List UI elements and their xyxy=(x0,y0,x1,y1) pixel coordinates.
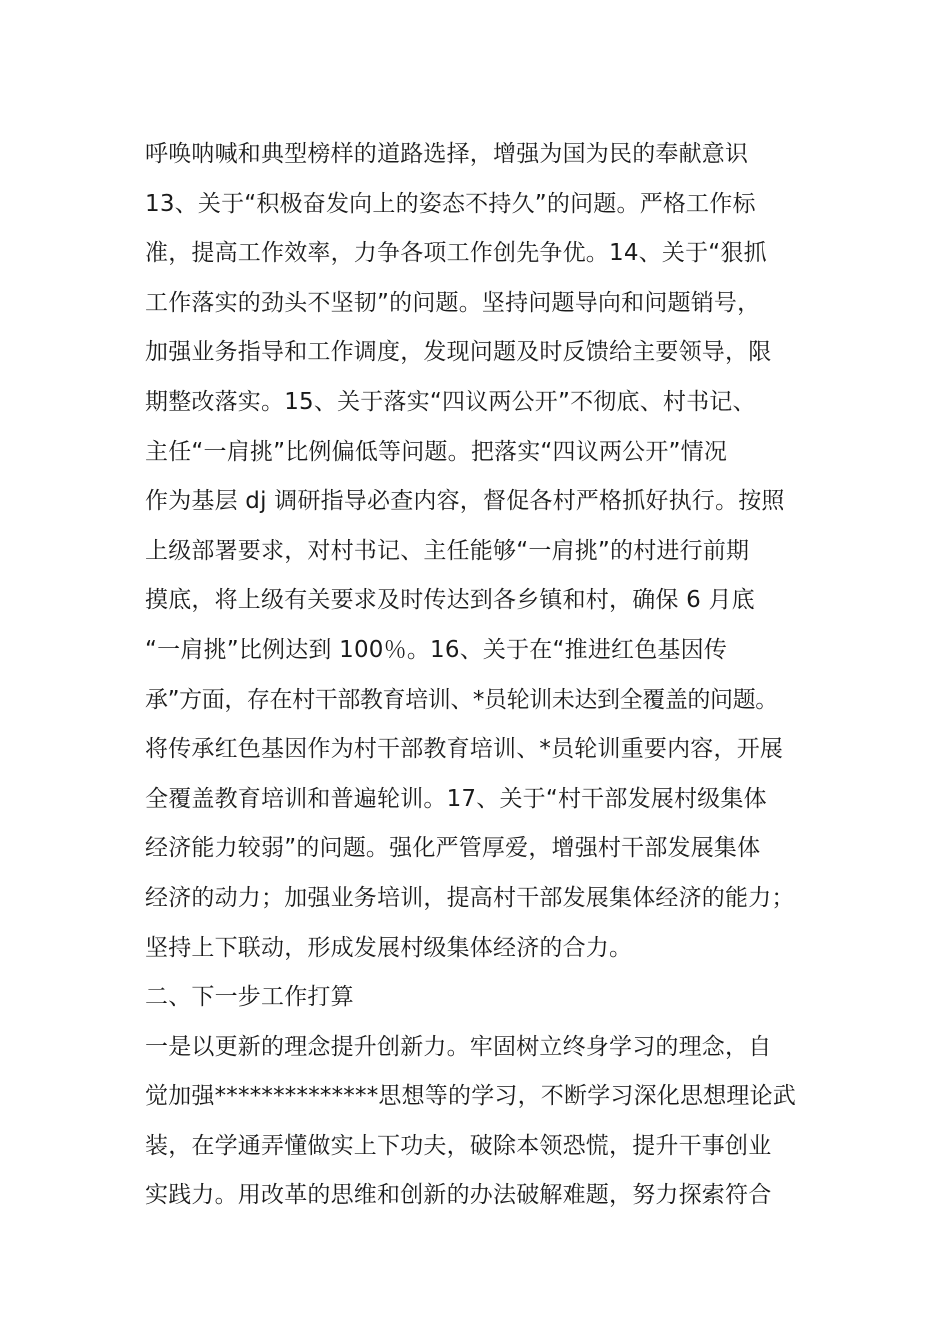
text-line: 期整改落实。15、关于落实“四议两公开”不彻底、村书记、 xyxy=(145,388,756,415)
section-heading: 二、下一步工作打算 xyxy=(145,984,354,1011)
text-line: 13、关于“积极奋发向上的姿态不持久”的问题。严格工作标 xyxy=(145,190,756,217)
text-line: 坚持上下联动，形成发展村级集体经济的合力。 xyxy=(145,934,633,961)
text-line: 主任“一肩挑”比例偏低等问题。把落实“四议两公开”情况 xyxy=(145,438,728,465)
text-line: 呼唤呐喊和典型榜样的道路选择，增强为国为民的奉献意识 xyxy=(145,141,749,167)
text-line: 承”方面，存在村干部教育培训、*员轮训未达到全覆盖的问题。 xyxy=(145,686,778,713)
body-text xyxy=(145,130,825,1221)
text-line: 经济的动力；加强业务培训，提高村干部发展集体经济的能力； xyxy=(145,884,795,911)
text-line: 摸底，将上级有关要求及时传达到各乡镇和村，确保 6 月底 xyxy=(145,587,755,614)
text-line: 工作落实的劲头不坚韧”的问题。坚持问题导向和问题销号， xyxy=(145,289,761,316)
text-line: 准，提高工作效率，力争各项工作创先争优。14、关于“狠抓 xyxy=(145,240,767,267)
text-line: 觉加强**************思想等的学习，不断学习深化思想理论武 xyxy=(145,1083,796,1110)
text-line: 加强业务指导和工作调度，发现问题及时反馈给主要领导，限 xyxy=(145,339,772,366)
text-line: “一肩挑”比例达到 100％。16、关于在“推进红色基因传 xyxy=(145,636,728,663)
text-line: 装，在学通弄懂做实上下功夫，破除本领恐慌，提升干事创业 xyxy=(145,1132,772,1159)
text-line: 作为基层 dj 调研指导必查内容，督促各村严格抓好执行。按照 xyxy=(145,488,785,515)
text-line: 实践力。用改革的思维和创新的办法破解难题，努力探索符合 xyxy=(145,1182,772,1209)
text-line: 一是以更新的理念提升创新力。牢固树立终身学习的理念，自 xyxy=(145,1033,772,1060)
text-line: 全覆盖教育培训和普遍轮训。17、关于“村干部发展村级集体 xyxy=(145,785,767,812)
text-line: 经济能力较弱”的问题。强化严管厚爱，增强村干部发展集体 xyxy=(145,835,761,862)
text-line: 上级部署要求，对村书记、主任能够“一肩挑”的村进行前期 xyxy=(145,537,750,564)
text-line: 将传承红色基因作为村干部教育培训、*员轮训重要内容，开展 xyxy=(145,736,784,763)
